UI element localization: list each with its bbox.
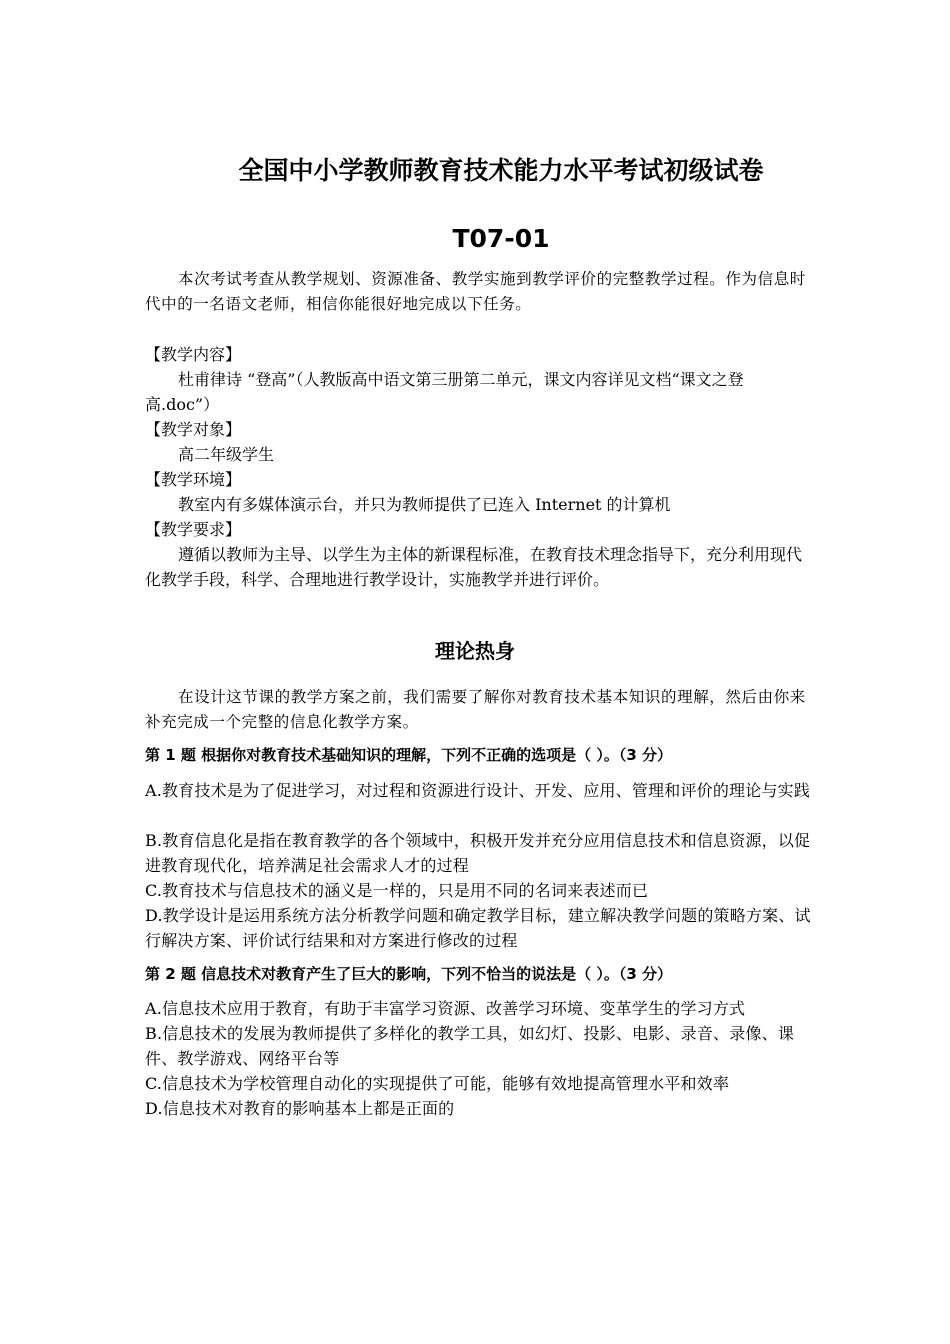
theory-title: 理论热身 bbox=[435, 639, 515, 663]
question-2-option-a: A.信息技术应用于教育，有助于丰富学习资源、改善学习环境、变革学生的学习方式 bbox=[145, 999, 746, 1018]
exam-intro: 本次考试考查从教学规划、资源准备、教学实施到教学评价的完整教学过程。作为信息时代中的一名语文老师，相信你能很好地完成以下任务。 bbox=[145, 270, 806, 313]
section-text-requirements: 遵循以教师为主导、以学生为主体的新课程标准，在教育技术理念指导下，充分利用现代化教学手段，科学、合理地进行教学设计，实施教学并进行评价。 bbox=[145, 545, 803, 589]
exam-code: T07-01 bbox=[452, 224, 550, 253]
question-1-option-a: A.教育技术是为了促进学习，对过程和资源进行设计、开发、应用、管理和评价的理论与实践 bbox=[145, 781, 811, 800]
question-1-option-c: C.教育技术与信息技术的涵义是一样的，只是用不同的名词来表述而已 bbox=[145, 881, 649, 900]
exam-title: 全国中小学教师教育技术能力水平考试初级试卷 bbox=[238, 156, 764, 185]
section-text-audience: 高二年级学生 bbox=[178, 445, 275, 464]
question-1-option-d: D.教学设计是运用系统方法分析教学问题和确定教学目标，建立解决教学问题的策略方案、试行解决方案、评价试行结果和对方案进行修改的过程 bbox=[145, 906, 811, 950]
question-1-stem: 第 1 题 根据你对教育技术基础知识的理解，下列不正确的选项是（ ）。（3 分） bbox=[145, 746, 672, 764]
theory-intro: 在设计这节课的教学方案之前，我们需要了解你对教育技术基本知识的理解，然后由你来补充完成一个完整的信息化教学方案。 bbox=[145, 688, 806, 731]
section-text-environment: 教室内有多媒体演示台，并只为教师提供了已连入 Internet 的计算机 bbox=[178, 495, 671, 514]
question-2-option-b: B.信息技术的发展为教师提供了多样化的教学工具，如幻灯、投影、电影、录音、录像、课件、教学游戏、网络平台等 bbox=[145, 1024, 795, 1068]
question-2-stem: 第 2 题 信息技术对教育产生了巨大的影响，下列不恰当的说法是（ ）。（3 分） bbox=[145, 965, 672, 983]
question-2-option-c: C.信息技术为学校管理自动化的实现提供了可能，能够有效地提高管理水平和效率 bbox=[145, 1074, 730, 1093]
section-label-requirements: 【教学要求】 bbox=[145, 520, 242, 539]
section-text-content: 杜甫律诗 “登高”（人教版高中语文第三册第二单元，课文内容详见文档“课文之登高.doc”） bbox=[145, 370, 744, 414]
question-2-option-d: D.信息技术对教育的影响基本上都是正面的 bbox=[145, 1099, 455, 1118]
section-label-environment: 【教学环境】 bbox=[145, 470, 242, 489]
section-label-content: 【教学内容】 bbox=[145, 345, 242, 364]
section-label-audience: 【教学对象】 bbox=[145, 420, 242, 439]
question-1-option-b: B.教育信息化是指在教育教学的各个领域中，积极开发并充分应用信息技术和信息资源，以促进教育现代化，培养满足社会需求人才的过程 bbox=[145, 831, 811, 875]
